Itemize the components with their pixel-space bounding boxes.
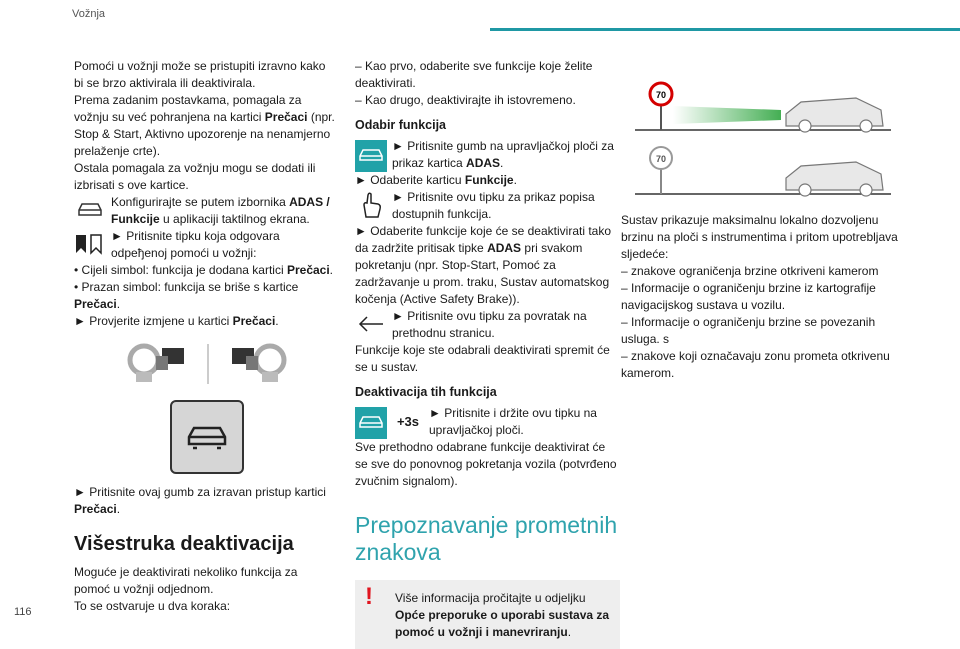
column-3 (621, 80, 903, 382)
bookmark-icons (74, 228, 106, 260)
section-title: Vožnja (72, 8, 106, 20)
list-item: – znakove ograničenja brzine otkriveni kamerom (621, 264, 879, 278)
list-item: – znakove koji označavaju zonu prometa otkrivenu kamerom. (621, 349, 890, 380)
hold-3s-icon: +3s (396, 413, 420, 429)
car-outline-icon (355, 407, 387, 439)
step-1: – Kao prvo, odaberite sve funkcije koje želite deaktivirati. (355, 59, 593, 90)
bullet-full-symbol: • Cijeli simbol: funkcija je dodana kartici Prečaci. (74, 263, 334, 277)
select-row-1: ► Pritisnite gumb na upravljačkoj ploči za prikaz kartica ADAS. (355, 138, 620, 172)
intro-text: Pomoći u vožnji može se pristupiti izravno kako bi se brzo aktivirala ili deaktivirala. (74, 59, 326, 90)
deactivate-heading: Deaktivacija tih funkcija (355, 385, 497, 399)
config-row: Konfigurirajte se putem izbornika ADAS / Funkcije u aplikaciji taktilnog ekrana. (74, 194, 336, 228)
column-2 (355, 58, 620, 649)
column-1 (74, 58, 336, 615)
car-outline-icon (355, 140, 387, 172)
car-outline-icon (74, 194, 106, 226)
steering-wheel-illustration (122, 342, 292, 386)
warning-box: ! Više informacija pročitajte u odjeljku Opće preporuke o uporabi sustava za pomoć u vožnji i manevriranju. (355, 580, 620, 649)
header-accent-bar (490, 28, 960, 31)
exclamation-icon: ! (365, 583, 373, 610)
tap-row: ► Pritisnite tipku koja odgovara odређenoj pomoći u vožnji: (74, 228, 336, 262)
default-text: Prema zadanim postavkama, pomagala za vožnju su već pohranjena na kartici Prečaci (npr. Stop & Start, Aktivno upozorenje na nenamjerno prelaženje crte). (74, 93, 335, 158)
list-item: – Informacije o ograničenju brzine se povezanih usluga. s (621, 315, 876, 346)
back-arrow-icon (355, 308, 387, 340)
verify-text: ► Provjerite izmjene u kartici Prečaci. (74, 314, 279, 328)
step-2: – Kao drugo, deaktivirajte ih istovremeno. (355, 93, 576, 107)
select-row-5: ► Pritisnite ovu tipku za povratak na prethodnu stranicu. (355, 308, 620, 342)
speed-limit-value: 70 (655, 90, 667, 100)
deactivate-text: Sve prethodno odabrane funkcije deaktivirat će se sve do ponovnog pokretanja vozila (potvrđeno zvučnim signalom). (355, 440, 617, 488)
multi-text-1: Moguće je deaktivirati nekoliko funkcija za pomoć u vožnji odjednom. (74, 565, 298, 596)
list-item: – Informacije o ograničenju brzine iz kartografije navigacijskog sustava u vozilu. (621, 281, 876, 312)
speed-limit-value: 70 (655, 154, 667, 164)
select-heading: Odabir funkcija (355, 118, 446, 132)
select-step-4: ► Odaberite funkcije koje će se deaktivirati tako da zadržite pritisak tipke ADAS pri svakom pokretanju (npr. Stop-Start, Pomoć za zadržavanje u prom. traku, Sustav automatskog kočenja (Active Safety Brake)). (355, 224, 612, 306)
select-step-6: Funkcije koje ste odabrali deaktivirati spremit će se u sustav. (355, 343, 610, 374)
car-outline-icon (185, 422, 229, 452)
section-title-large: Prepoznavanje prometnih znakova (355, 512, 618, 565)
bullet-empty-symbol: • Prazan simbol: funkcija se briše s kartice Prečaci. (74, 280, 299, 311)
multi-text-2: To se ostvaruje u dva koraka: (74, 599, 231, 613)
press-text: ► Pritisnite ovaj gumb za izravan pristup kartici Prečaci. (74, 485, 326, 516)
speed-sign-illustration-2 (621, 144, 901, 198)
speed-sign-illustration-1 (621, 80, 901, 134)
shortcuts-button-illustration (170, 400, 244, 474)
section-heading: Višestruka deaktivacija (74, 533, 294, 555)
page-number: 116 (14, 606, 32, 618)
deactivate-row: +3s ► Pritisnite i držite ovu tipku na upravljačkoj ploči. (355, 405, 620, 439)
add-remove-text: Ostala pomagala za vožnju mogu se dodati ili izbrisati s ove kartice. (74, 161, 316, 192)
finger-tap-icon (355, 189, 387, 221)
select-row-3: ► Pritisnite ovu tipku za prikaz popisa dostupnih funkcija. (355, 189, 620, 223)
select-step-2: ► Odaberite karticu Funkcije. (355, 173, 517, 187)
system-text: Sustav prikazuje maksimalnu lokalno dozvoljenu brzinu na ploči s instrumentima i pritom upotrebljava sljedeće: (621, 213, 898, 261)
